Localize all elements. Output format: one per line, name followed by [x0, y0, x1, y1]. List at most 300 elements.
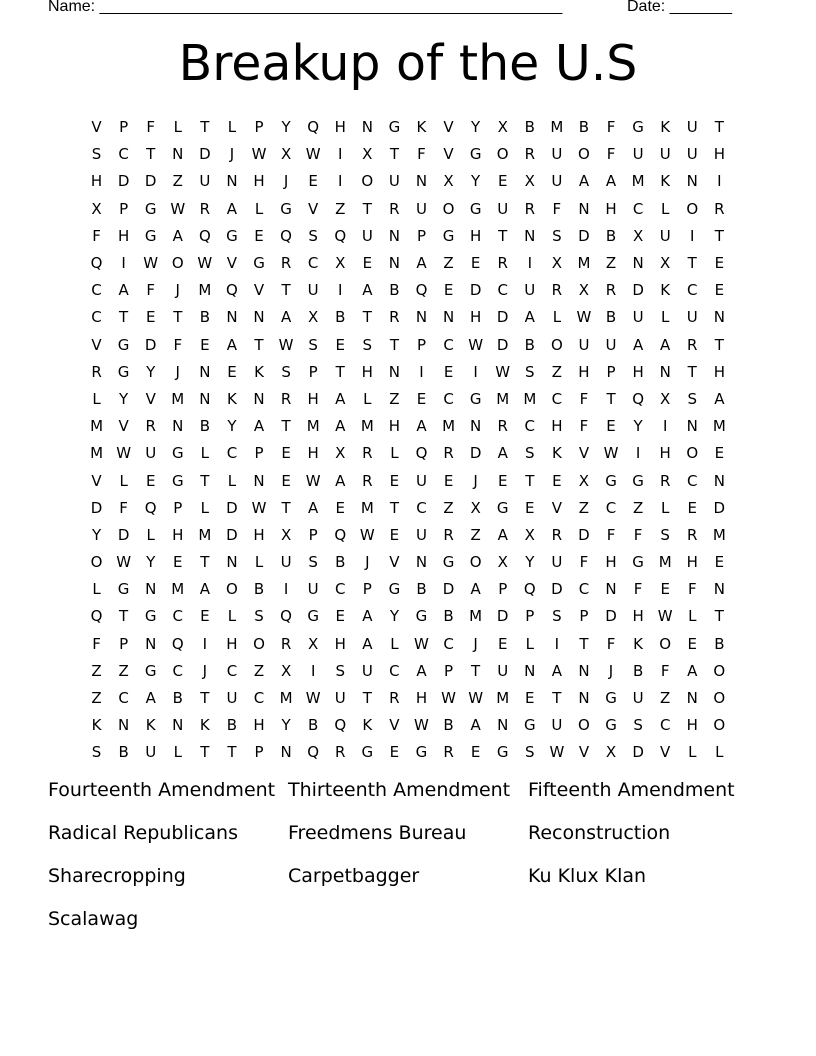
grid-letter: L	[661, 308, 670, 327]
grid-letter: U	[415, 525, 427, 544]
grid-letter: U	[632, 308, 644, 327]
grid-letter: D	[496, 335, 509, 354]
grid-letter: O	[659, 634, 672, 653]
grid-letter: B	[714, 634, 725, 653]
word-list-item: Scalawag	[48, 908, 139, 930]
grid-letter: E	[145, 471, 156, 490]
grid-letter: T	[200, 471, 210, 490]
grid-letter: M	[550, 118, 564, 137]
grid-letter: N	[442, 308, 455, 327]
grid-letter: Z	[605, 254, 617, 273]
grid-letter: I	[662, 417, 668, 436]
grid-letter: V	[91, 335, 102, 354]
grid-letter: E	[714, 553, 725, 572]
grid-letter: T	[714, 118, 724, 137]
grid-letter: L	[390, 634, 399, 653]
grid-row	[83, 549, 733, 576]
grid-letter: R	[551, 525, 563, 544]
grid-letter: E	[714, 444, 725, 463]
grid-letter: I	[690, 226, 695, 245]
grid-letter: Z	[443, 254, 454, 273]
grid-letter: R	[389, 689, 400, 708]
grid-letter: C	[687, 471, 698, 490]
grid-letter: E	[443, 362, 454, 381]
grid-letter: E	[389, 471, 400, 490]
grid-letter: M	[171, 389, 185, 408]
grid-letter: S	[362, 335, 373, 354]
grid-letter: N	[578, 199, 590, 218]
grid-letter: R	[145, 417, 156, 436]
grid-letter: M	[496, 389, 510, 408]
grid-letter: U	[334, 689, 346, 708]
grid-letter: H	[686, 716, 698, 735]
grid-letter: T	[146, 145, 156, 164]
grid-letter: B	[308, 716, 319, 735]
grid-letter: U	[145, 444, 157, 463]
grid-letter: C	[335, 580, 346, 599]
grid-letter: O	[90, 553, 103, 572]
grid-letter: A	[497, 444, 508, 463]
grid-letter: F	[173, 335, 183, 354]
grid-letter: W	[657, 607, 673, 626]
grid-letter: C	[307, 254, 319, 273]
grid-letter: K	[199, 716, 210, 735]
grid-letter: W	[305, 145, 321, 164]
grid-letter: N	[686, 417, 698, 436]
grid-letter: U	[361, 661, 373, 680]
grid-letter: A	[308, 498, 319, 517]
grid-letter: S	[308, 335, 318, 354]
grid-letter: E	[335, 498, 345, 517]
grid-letter: H	[605, 199, 617, 218]
grid-letter: J	[608, 661, 614, 680]
grid-letter: Q	[415, 444, 428, 463]
grid-letter: T	[119, 607, 129, 626]
grid-letter: G	[605, 716, 617, 735]
grid-letter: C	[416, 498, 427, 517]
grid-letter: X	[280, 145, 292, 164]
grid-letter: B	[199, 308, 210, 327]
grid-letter: N	[578, 689, 590, 708]
grid-letter: Q	[334, 716, 347, 735]
grid-letter: T	[471, 661, 481, 680]
grid-letter: X	[524, 172, 535, 191]
grid-letter: C	[253, 689, 265, 708]
grid-letter: V	[578, 743, 590, 762]
grid-letter: D	[226, 498, 238, 517]
grid-letter: B	[253, 580, 265, 599]
grid-letter: F	[92, 634, 101, 653]
grid-letter: T	[606, 389, 616, 408]
grid-letter: C	[172, 661, 184, 680]
grid-letter: J	[473, 634, 478, 653]
grid-row	[83, 359, 733, 386]
grid-letter: E	[173, 553, 183, 572]
grid-letter: L	[390, 444, 399, 463]
grid-letter: D	[632, 281, 644, 300]
grid-letter: H	[713, 362, 725, 381]
grid-letter: H	[172, 525, 184, 544]
grid-letter: L	[173, 743, 182, 762]
grid-letter: R	[659, 471, 671, 490]
grid-letter: P	[525, 607, 535, 626]
grid-letter: G	[469, 145, 482, 164]
grid-letter: T	[579, 634, 589, 653]
grid-letter: A	[118, 281, 129, 300]
grid-letter: Q	[307, 118, 320, 137]
grid-letter: V	[443, 118, 454, 137]
grid-letter: S	[91, 743, 102, 762]
grid-letter: C	[524, 417, 536, 436]
grid-letter: Y	[281, 118, 291, 137]
grid-letter: B	[605, 226, 617, 245]
grid-letter: N	[415, 172, 428, 191]
grid-letter: U	[199, 172, 211, 191]
grid-letter: G	[307, 607, 319, 626]
grid-letter: N	[226, 308, 238, 327]
grid-letter: L	[92, 580, 101, 599]
grid-letter: F	[606, 634, 616, 653]
grid-letter: B	[524, 335, 535, 354]
grid-letter: N	[253, 471, 265, 490]
grid-letter: R	[551, 281, 563, 300]
grid-letter: X	[497, 118, 508, 137]
grid-letter: T	[362, 199, 372, 218]
grid-letter: O	[550, 335, 563, 354]
grid-letter: T	[552, 689, 562, 708]
grid-letter: R	[335, 743, 346, 762]
grid-letter: B	[335, 308, 346, 327]
grid-letter: M	[90, 417, 104, 436]
grid-letter: L	[661, 199, 670, 218]
grid-letter: Q	[90, 254, 103, 273]
grid-letter: F	[660, 661, 670, 680]
grid-letter: I	[202, 634, 208, 653]
grid-letter: D	[578, 226, 590, 245]
grid-letter: T	[200, 553, 210, 572]
grid-letter: E	[254, 226, 264, 245]
grid-letter: V	[308, 199, 319, 218]
grid-letter: G	[496, 743, 509, 762]
grid-letter: X	[91, 199, 102, 218]
grid-letter: T	[227, 743, 237, 762]
grid-letter: X	[335, 444, 346, 463]
grid-letter: O	[496, 145, 509, 164]
grid-letter: Q	[171, 634, 184, 653]
grid-letter: P	[254, 444, 264, 463]
grid-letter: D	[469, 444, 482, 463]
grid-letter: O	[442, 199, 455, 218]
grid-letter: U	[686, 145, 698, 164]
grid-letter: Y	[227, 417, 237, 436]
grid-letter: W	[278, 335, 294, 354]
grid-letter: R	[605, 281, 617, 300]
grid-letter: D	[144, 335, 157, 354]
grid-letter: S	[281, 362, 291, 381]
grid-letter: G	[117, 362, 130, 381]
grid-letter: C	[91, 281, 102, 300]
grid-letter: H	[334, 634, 346, 653]
grid-letter: G	[171, 471, 184, 490]
grid-letter: U	[659, 145, 671, 164]
grid-letter: P	[498, 580, 508, 599]
grid-letter: I	[554, 634, 560, 653]
word-list-item: Carpetbagger	[288, 865, 420, 887]
grid-letter: E	[281, 444, 291, 463]
grid-letter: M	[360, 417, 374, 436]
grid-letter: R	[362, 444, 373, 463]
grid-letter: H	[713, 145, 725, 164]
grid-letter: X	[362, 145, 373, 164]
grid-letter: A	[335, 417, 346, 436]
grid-letter: U	[415, 471, 427, 490]
grid-row	[83, 250, 733, 277]
grid-letter: T	[525, 471, 535, 490]
grid-letter: U	[145, 743, 157, 762]
grid-letter: G	[253, 254, 265, 273]
grid-letter: H	[659, 444, 671, 463]
grid-letter: O	[578, 145, 590, 164]
grid-letter: R	[362, 471, 373, 490]
grid-letter: H	[578, 362, 590, 381]
grid-letter: A	[632, 335, 644, 354]
grid-letter: P	[308, 525, 318, 544]
grid-letter: X	[280, 661, 292, 680]
grid-letter: U	[415, 199, 427, 218]
grid-row	[83, 685, 733, 712]
grid-letter: D	[551, 580, 563, 599]
grid-letter: U	[551, 716, 563, 735]
grid-letter: U	[551, 145, 563, 164]
grid-letter: L	[173, 118, 182, 137]
grid-letter: W	[495, 362, 511, 381]
word-list	[48, 778, 768, 932]
name-field: Name: ____________________________________________________	[48, 0, 563, 15]
grid-letter: E	[714, 281, 725, 300]
grid-letter: R	[524, 199, 535, 218]
grid-letter: C	[632, 199, 644, 218]
grid-letter: A	[470, 716, 481, 735]
grid-letter: F	[606, 525, 616, 544]
grid-letter: M	[198, 525, 212, 544]
word-list-item: Fifteenth Amendment	[528, 779, 735, 801]
grid-letter: I	[473, 362, 478, 381]
grid-letter: A	[416, 661, 427, 680]
grid-letter: H	[469, 226, 482, 245]
grid-letter: O	[578, 716, 590, 735]
grid-letter: A	[172, 226, 183, 245]
grid-letter: E	[470, 743, 481, 762]
grid-letter: P	[416, 226, 426, 245]
grid-letter: K	[254, 362, 264, 381]
grid-letter: D	[199, 145, 211, 164]
grid-letter: Z	[253, 661, 265, 680]
grid-letter: A	[416, 254, 427, 273]
grid-letter: R	[280, 634, 292, 653]
grid-letter: C	[605, 498, 617, 517]
grid-letter: K	[227, 389, 237, 408]
grid-letter: N	[253, 308, 265, 327]
grid-letter: A	[497, 525, 508, 544]
grid-letter: E	[145, 308, 156, 327]
grid-letter: D	[578, 525, 590, 544]
grid-letter: L	[552, 308, 562, 327]
grid-letter: C	[578, 580, 590, 599]
grid-letter: N	[632, 254, 644, 273]
word-list-item: Reconstruction	[528, 822, 671, 844]
grid-letter: H	[253, 525, 265, 544]
grid-letter: E	[443, 281, 454, 300]
grid-letter: U	[226, 689, 238, 708]
date-field: Date: _______	[627, 0, 732, 15]
grid-letter: V	[551, 498, 562, 517]
grid-letter: E	[525, 498, 535, 517]
grid-letter: G	[632, 471, 644, 490]
grid-letter: D	[90, 498, 103, 517]
grid-letter: V	[91, 118, 102, 137]
grid-letter: E	[470, 254, 481, 273]
grid-letter: F	[633, 580, 643, 599]
grid-letter: B	[524, 118, 535, 137]
grid-letter: L	[119, 471, 128, 490]
grid-letter: T	[281, 281, 291, 300]
grid-letter: F	[606, 118, 616, 137]
grid-letter: L	[715, 743, 724, 762]
grid-letter: S	[525, 743, 535, 762]
grid-letter: E	[389, 743, 400, 762]
grid-letter: S	[308, 553, 318, 572]
grid-letter: T	[687, 254, 697, 273]
grid-letter: M	[523, 389, 537, 408]
grid-letter: R	[443, 525, 454, 544]
grid-letter: V	[118, 417, 129, 436]
grid-letter: V	[660, 743, 671, 762]
grid-letter: E	[335, 607, 345, 626]
grid-letter: T	[200, 689, 210, 708]
grid-letter: P	[119, 199, 129, 218]
grid-letter: T	[362, 308, 372, 327]
grid-letter: M	[496, 689, 510, 708]
grid-letter: R	[199, 199, 211, 218]
grid-row	[83, 522, 733, 549]
grid-letter: H	[117, 226, 130, 245]
grid-letter: Y	[525, 553, 535, 572]
grid-row	[83, 223, 733, 250]
grid-letter: X	[660, 254, 671, 273]
grid-letter: W	[305, 471, 321, 490]
grid-letter: S	[91, 145, 102, 164]
grid-letter: O	[686, 199, 699, 218]
grid-letter: C	[659, 716, 671, 735]
grid-row	[83, 332, 733, 359]
grid-letter: H	[90, 172, 103, 191]
grid-letter: Y	[91, 525, 102, 544]
grid-letter: X	[578, 471, 590, 490]
grid-letter: X	[632, 226, 644, 245]
grid-letter: N	[686, 689, 698, 708]
grid-row	[83, 631, 733, 658]
grid-letter: A	[226, 335, 238, 354]
grid-letter: F	[579, 553, 589, 572]
grid-letter: S	[335, 661, 345, 680]
grid-letter: D	[605, 607, 617, 626]
grid-letter: N	[361, 118, 373, 137]
grid-letter: A	[714, 389, 725, 408]
grid-letter: X	[551, 254, 562, 273]
grid-letter: B	[335, 553, 346, 572]
grid-letter: W	[603, 444, 619, 463]
grid-letter: M	[171, 580, 185, 599]
grid-letter: G	[442, 553, 455, 572]
grid-letter: W	[414, 716, 429, 735]
grid-letter: C	[443, 335, 454, 354]
grid-letter: J	[175, 281, 180, 300]
grid-letter: Q	[280, 226, 292, 245]
grid-letter: X	[497, 553, 508, 572]
grid-letter: T	[687, 362, 697, 381]
grid-letter: H	[469, 308, 482, 327]
grid-letter: C	[687, 281, 698, 300]
grid-letter: H	[605, 553, 617, 572]
grid-letter: P	[579, 607, 589, 626]
grid-letter: E	[362, 254, 373, 273]
grid-row	[83, 440, 733, 467]
grid-letter: J	[473, 471, 478, 490]
grid-letter: I	[338, 145, 343, 164]
grid-letter: H	[226, 634, 238, 653]
grid-letter: I	[419, 362, 424, 381]
grid-letter: L	[200, 444, 210, 463]
grid-letter: T	[335, 362, 345, 381]
grid-letter: G	[117, 580, 130, 599]
grid-letter: K	[551, 444, 562, 463]
grid-letter: Y	[119, 389, 129, 408]
word-list-item: Thirteenth Amendment	[288, 779, 511, 801]
grid-letter: W	[170, 199, 186, 218]
grid-letter: D	[117, 525, 130, 544]
grid-letter: D	[442, 580, 455, 599]
grid-letter: R	[443, 743, 454, 762]
grid-letter: Z	[470, 525, 481, 544]
grid-letter: N	[497, 716, 509, 735]
grid-letter: N	[172, 716, 184, 735]
grid-row	[83, 495, 733, 522]
grid-letter: I	[121, 254, 126, 273]
grid-letter: B	[578, 118, 590, 137]
grid-row	[83, 304, 733, 331]
grid-letter: D	[713, 498, 726, 517]
grid-letter: S	[687, 389, 698, 408]
grid-letter: G	[523, 716, 536, 735]
grid-letter: R	[524, 145, 535, 164]
grid-letter: B	[226, 716, 238, 735]
grid-letter: E	[200, 607, 210, 626]
grid-letter: G	[442, 226, 455, 245]
grid-letter: O	[713, 689, 726, 708]
grid-letter: B	[199, 417, 210, 436]
grid-letter: Y	[146, 553, 156, 572]
grid-letter: M	[90, 444, 104, 463]
grid-letter: T	[389, 335, 399, 354]
grid-letter: W	[576, 308, 592, 327]
grid-letter: B	[416, 580, 427, 599]
grid-letter: O	[253, 634, 265, 653]
grid-letter: A	[145, 689, 156, 708]
grid-letter: N	[713, 471, 725, 490]
grid-letter: S	[525, 444, 535, 463]
grid-letter: R	[687, 525, 698, 544]
grid-letter: W	[143, 254, 159, 273]
